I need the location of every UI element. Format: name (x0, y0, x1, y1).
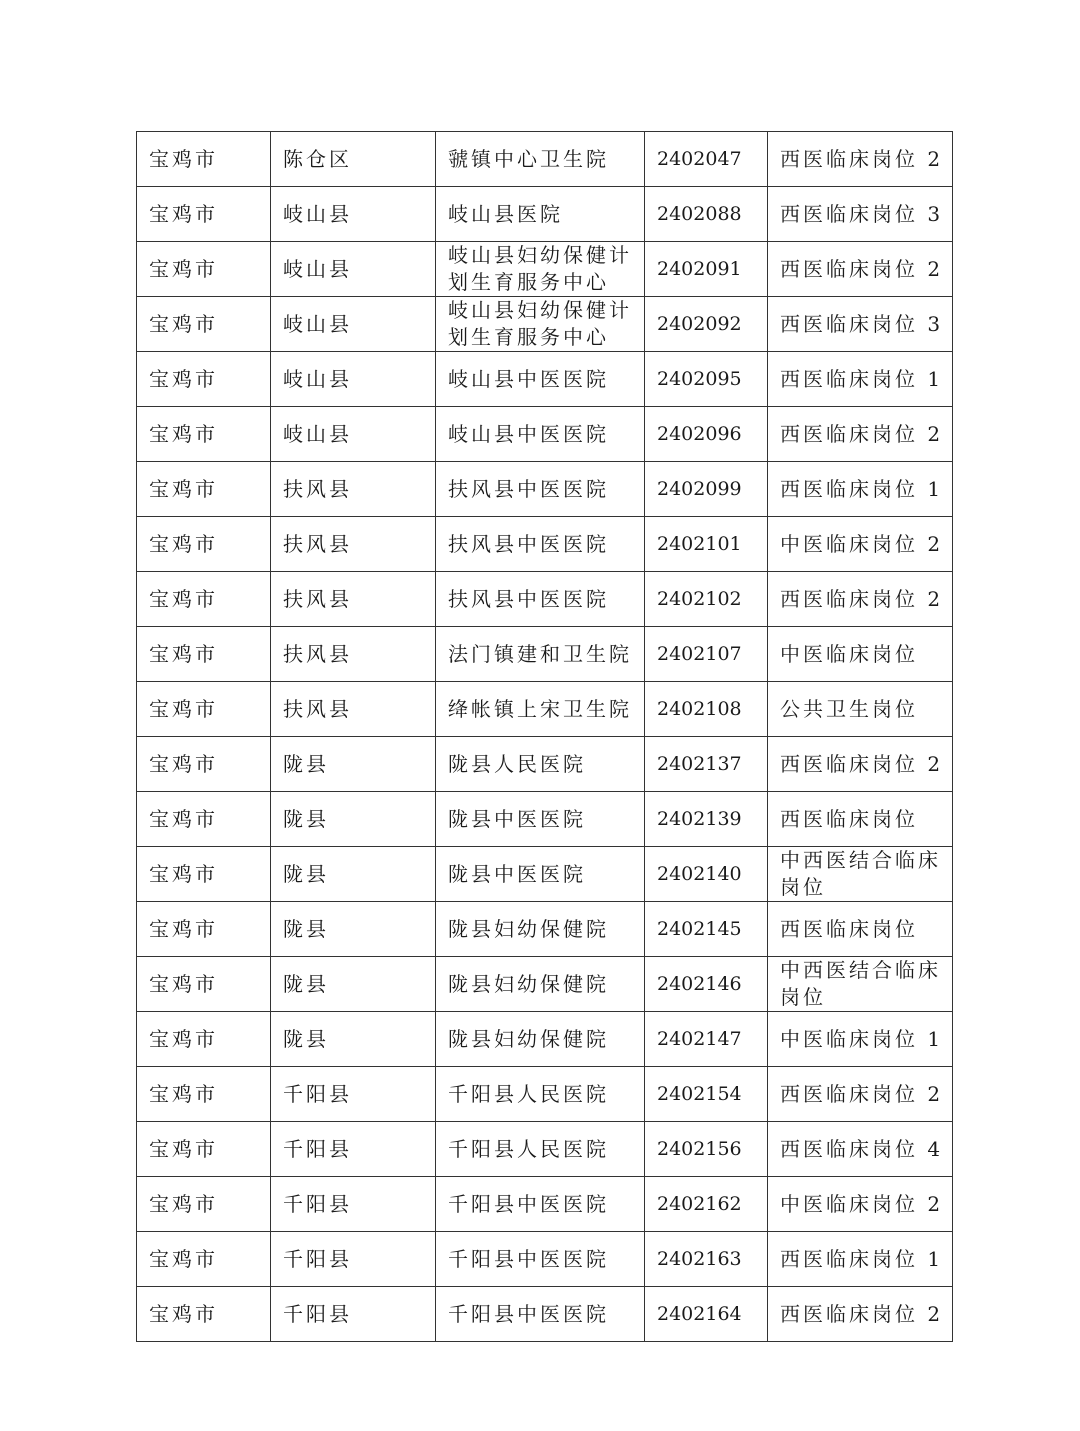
cell-position-code: 2402139 (645, 792, 768, 847)
cell-district: 扶风县 (271, 682, 436, 737)
cell-district: 岐山县 (271, 352, 436, 407)
cell-unit: 扶风县中医医院 (436, 517, 645, 572)
cell-district: 扶风县 (271, 517, 436, 572)
table-row (137, 297, 953, 352)
cell-city: 宝鸡市 (137, 682, 271, 737)
cell-city: 宝鸡市 (137, 242, 271, 297)
cell-unit: 陇县妇幼保健院 (436, 957, 645, 1012)
table-row (137, 462, 953, 517)
cell-position-code: 2402140 (645, 847, 768, 902)
cell-position-name: 中西医结合临床岗位 (768, 847, 953, 902)
cell-unit: 法门镇建和卫生院 (436, 627, 645, 682)
cell-district: 陇县 (271, 1012, 436, 1067)
cell-position-name: 西医临床岗位 1 (768, 1232, 953, 1287)
cell-position-code: 2402102 (645, 572, 768, 627)
cell-city: 宝鸡市 (137, 627, 271, 682)
cell-unit: 陇县中医医院 (436, 847, 645, 902)
cell-district: 千阳县 (271, 1232, 436, 1287)
cell-city: 宝鸡市 (137, 1177, 271, 1232)
cell-unit: 扶风县中医医院 (436, 572, 645, 627)
cell-position-code: 2402164 (645, 1287, 768, 1342)
table-row (137, 132, 953, 187)
cell-position-name: 中医临床岗位 2 (768, 517, 953, 572)
cell-unit: 虢镇中心卫生院 (436, 132, 645, 187)
table-row (137, 792, 953, 847)
table-row (137, 242, 953, 297)
cell-position-name: 西医临床岗位 2 (768, 132, 953, 187)
cell-position-code: 2402101 (645, 517, 768, 572)
cell-city: 宝鸡市 (137, 847, 271, 902)
cell-city: 宝鸡市 (137, 352, 271, 407)
cell-position-name: 公共卫生岗位 (768, 682, 953, 737)
table-row (137, 187, 953, 242)
cell-position-name: 中医临床岗位 1 (768, 1012, 953, 1067)
table-row (137, 407, 953, 462)
cell-city: 宝鸡市 (137, 517, 271, 572)
cell-district: 陇县 (271, 847, 436, 902)
cell-position-name: 西医临床岗位 2 (768, 572, 953, 627)
cell-unit: 扶风县中医医院 (436, 462, 645, 517)
cell-position-name: 西医临床岗位 1 (768, 352, 953, 407)
cell-position-code: 2402107 (645, 627, 768, 682)
cell-position-name: 西医临床岗位 (768, 902, 953, 957)
cell-district: 千阳县 (271, 1177, 436, 1232)
cell-city: 宝鸡市 (137, 1232, 271, 1287)
table-row (137, 627, 953, 682)
cell-unit: 千阳县中医医院 (436, 1287, 645, 1342)
table-row (137, 1232, 953, 1287)
cell-city: 宝鸡市 (137, 132, 271, 187)
cell-unit: 千阳县人民医院 (436, 1067, 645, 1122)
cell-position-name: 西医临床岗位 (768, 792, 953, 847)
cell-district: 千阳县 (271, 1287, 436, 1342)
cell-unit: 陇县妇幼保健院 (436, 1012, 645, 1067)
table-row (137, 957, 953, 1012)
cell-city: 宝鸡市 (137, 1287, 271, 1342)
cell-city: 宝鸡市 (137, 187, 271, 242)
cell-district: 千阳县 (271, 1122, 436, 1177)
cell-position-code: 2402092 (645, 297, 768, 352)
cell-city: 宝鸡市 (137, 957, 271, 1012)
cell-city: 宝鸡市 (137, 902, 271, 957)
cell-city: 宝鸡市 (137, 792, 271, 847)
cell-district: 岐山县 (271, 407, 436, 462)
cell-city: 宝鸡市 (137, 407, 271, 462)
cell-city: 宝鸡市 (137, 297, 271, 352)
cell-city: 宝鸡市 (137, 737, 271, 792)
cell-position-name: 西医临床岗位 2 (768, 242, 953, 297)
cell-position-name: 西医临床岗位 3 (768, 297, 953, 352)
cell-city: 宝鸡市 (137, 1012, 271, 1067)
cell-position-code: 2402047 (645, 132, 768, 187)
cell-position-name: 西医临床岗位 1 (768, 462, 953, 517)
cell-district: 扶风县 (271, 462, 436, 517)
cell-district: 陇县 (271, 737, 436, 792)
cell-position-name: 中医临床岗位 2 (768, 1177, 953, 1232)
cell-district: 陈仓区 (271, 132, 436, 187)
cell-position-code: 2402099 (645, 462, 768, 517)
cell-position-name: 西医临床岗位 2 (768, 407, 953, 462)
cell-unit: 陇县妇幼保健院 (436, 902, 645, 957)
cell-city: 宝鸡市 (137, 462, 271, 517)
cell-position-code: 2402154 (645, 1067, 768, 1122)
cell-unit: 陇县中医医院 (436, 792, 645, 847)
table-body (137, 132, 953, 1342)
table-row (137, 682, 953, 737)
table-row (137, 1177, 953, 1232)
cell-city: 宝鸡市 (137, 1067, 271, 1122)
cell-unit: 千阳县中医医院 (436, 1177, 645, 1232)
cell-position-name: 中西医结合临床岗位 (768, 957, 953, 1012)
cell-unit: 岐山县中医医院 (436, 407, 645, 462)
table-row (137, 902, 953, 957)
cell-unit: 岐山县妇幼保健计划生育服务中心 (436, 297, 645, 352)
cell-position-code: 2402108 (645, 682, 768, 737)
table-row (137, 847, 953, 902)
cell-district: 陇县 (271, 957, 436, 1012)
table-row (137, 352, 953, 407)
cell-position-name: 西医临床岗位 3 (768, 187, 953, 242)
cell-unit: 岐山县医院 (436, 187, 645, 242)
table-row (137, 1122, 953, 1177)
table-row (137, 1012, 953, 1067)
cell-position-code: 2402095 (645, 352, 768, 407)
cell-position-name: 中医临床岗位 (768, 627, 953, 682)
cell-position-code: 2402091 (645, 242, 768, 297)
cell-unit: 千阳县中医医院 (436, 1232, 645, 1287)
cell-unit: 岐山县妇幼保健计划生育服务中心 (436, 242, 645, 297)
cell-district: 扶风县 (271, 572, 436, 627)
cell-position-code: 2402163 (645, 1232, 768, 1287)
cell-position-name: 西医临床岗位 2 (768, 737, 953, 792)
cell-position-name: 西医临床岗位 4 (768, 1122, 953, 1177)
cell-district: 扶风县 (271, 627, 436, 682)
table-row (137, 517, 953, 572)
cell-position-code: 2402162 (645, 1177, 768, 1232)
cell-position-code: 2402147 (645, 1012, 768, 1067)
position-table (136, 131, 953, 1342)
cell-position-code: 2402156 (645, 1122, 768, 1177)
table-row (137, 572, 953, 627)
cell-position-code: 2402145 (645, 902, 768, 957)
cell-district: 陇县 (271, 792, 436, 847)
cell-city: 宝鸡市 (137, 572, 271, 627)
cell-unit: 陇县人民医院 (436, 737, 645, 792)
cell-city: 宝鸡市 (137, 1122, 271, 1177)
table-row (137, 1287, 953, 1342)
cell-unit: 绛帐镇上宋卫生院 (436, 682, 645, 737)
cell-position-name: 西医临床岗位 2 (768, 1067, 953, 1122)
cell-position-code: 2402088 (645, 187, 768, 242)
cell-district: 岐山县 (271, 187, 436, 242)
cell-district: 岐山县 (271, 242, 436, 297)
cell-position-name: 西医临床岗位 2 (768, 1287, 953, 1342)
cell-position-code: 2402137 (645, 737, 768, 792)
cell-district: 陇县 (271, 902, 436, 957)
cell-unit: 千阳县人民医院 (436, 1122, 645, 1177)
cell-position-code: 2402096 (645, 407, 768, 462)
table-row (137, 737, 953, 792)
cell-position-code: 2402146 (645, 957, 768, 1012)
cell-unit: 岐山县中医医院 (436, 352, 645, 407)
table-row (137, 1067, 953, 1122)
cell-district: 千阳县 (271, 1067, 436, 1122)
cell-district: 岐山县 (271, 297, 436, 352)
